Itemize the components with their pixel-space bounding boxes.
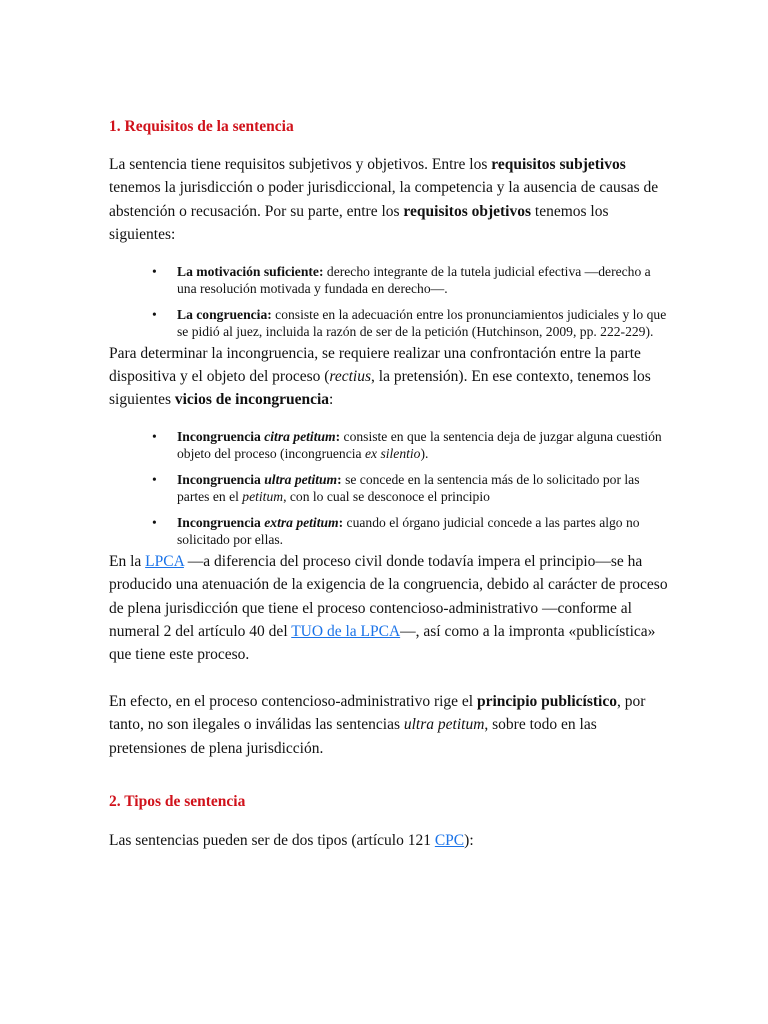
text-run: —, así como a la impronta «publicística» que tiene este proceso. (109, 623, 656, 664)
text-run: Las sentencias pueden ser de dos tipos (artículo 121 (109, 832, 435, 850)
list-item-citra-petitum (109, 428, 669, 462)
paragraph-tipos (109, 829, 669, 852)
text-run: La sentencia tiene requisitos subjetivos y objetivos. Entre los (109, 156, 492, 173)
term-italic: citra petitum (264, 428, 336, 444)
item-term: La congruencia: (177, 306, 272, 322)
item-text: derecho integrante de la tutela judicial efectiva —derecho a una resolución motivada y fundada en derecho—. (177, 263, 651, 296)
text-run: Para determinar la incongruencia, se requiere realizar una confrontación entre la parte dispositiva y el objeto del proceso ( (109, 344, 641, 386)
bullet-icon: • (152, 428, 157, 444)
item-term: La motivación suficiente: (177, 263, 324, 279)
text-run: , por tanto, no son ilegales o inválidas las sentencias (109, 692, 646, 734)
text-run: En efecto, en el proceso contencioso-administrativo rige el (109, 692, 477, 710)
bold-term-principio: principio publicístico (477, 692, 617, 710)
paragraph-efecto (109, 690, 669, 760)
bullet-icon: • (152, 471, 157, 487)
bullet-icon: • (152, 306, 157, 322)
italic-term-ultra-petitum: ultra petitum (403, 716, 485, 734)
section-heading-requisitos: 1. Requisitos de la sentencia (109, 118, 294, 135)
list-item-extra-petitum (109, 514, 669, 548)
text-run: tenemos los siguientes: (109, 202, 609, 244)
link-lpca[interactable]: LPCA (145, 552, 184, 570)
item-text: se concede en la sentencia más de lo solicitado por las partes en el (177, 471, 640, 504)
item-term (177, 472, 342, 487)
item-term (177, 429, 340, 444)
text-run: , sobre todo en las pretensiones de plena jurisdicción. (109, 716, 597, 757)
bullet-icon: • (152, 263, 157, 279)
bold-term-vicios: vicios de incongruencia (174, 391, 330, 409)
term-suffix: : (335, 428, 341, 444)
term-prefix: Incongruencia (177, 471, 265, 487)
term-suffix: : (338, 514, 344, 530)
italic-term-rectius: rectius (329, 368, 372, 386)
section-heading-tipos: 2. Tipos de sentencia (109, 793, 246, 811)
paragraph-requisitos-intro (109, 153, 669, 247)
list-item-congruencia (109, 306, 669, 340)
list-item-ultra-petitum (109, 471, 669, 505)
text-run: : (329, 391, 334, 409)
list-item-motivacion (109, 263, 669, 297)
text-run: , la pretensión). En ese contexto, tenemos los siguientes (109, 368, 651, 409)
text-run: ): (464, 832, 474, 850)
item-text: consiste en que la sentencia deja de juzgar alguna cuestión objeto del proceso (incongruencia (177, 428, 662, 461)
term-italic: extra petitum (264, 514, 339, 530)
term-prefix: Incongruencia (177, 514, 265, 530)
text-run: tenemos la jurisdicción o poder jurisdiccional, la competencia y la ausencia de causas de abstención o recusación. Por su parte, entre los (109, 179, 659, 220)
item-text: consiste en la adecuación entre los pronunciamientos judiciales y lo que se pidió al juez, incluida la razón de ser de la petición (Hutchinson, 2009, pp. 222-229). (177, 306, 667, 339)
term-italic: ultra petitum (264, 471, 338, 487)
text-run: —a diferencia del proceso civil donde todavía impera el principio—se ha producido una atenuación de la exigencia de la congruencia, debido al carácter de proceso de plena jurisdicción que tiene el proceso contencioso-administrativo —conforme al numeral 2 del artículo 40 del (109, 552, 668, 641)
item-text: , con lo cual se desconoce el principio (283, 488, 490, 504)
requirements-list (109, 263, 669, 340)
item-italic: ex silentio (364, 445, 421, 461)
vices-list (109, 428, 669, 548)
item-text: cuando el órgano judicial concede a las partes algo no solicitado por ellas. (177, 514, 640, 547)
text-run: En la (109, 552, 146, 570)
document-content (109, 118, 669, 853)
item-term (177, 515, 343, 530)
link-cpc[interactable]: CPC (434, 832, 465, 850)
bold-term-requisitos-objetivos: requisitos objetivos (403, 202, 532, 220)
item-text: ). (420, 445, 429, 461)
paragraph-lpca (109, 550, 669, 667)
item-italic: petitum (242, 488, 284, 504)
link-tuo-lpca[interactable]: TUO de la LPCA (291, 623, 401, 641)
bullet-icon: • (152, 514, 157, 530)
term-prefix: Incongruencia (177, 428, 265, 444)
term-suffix: : (337, 471, 342, 487)
bold-term-requisitos-subjetivos: requisitos subjetivos (491, 156, 626, 173)
paragraph-incongruencia (109, 342, 669, 412)
